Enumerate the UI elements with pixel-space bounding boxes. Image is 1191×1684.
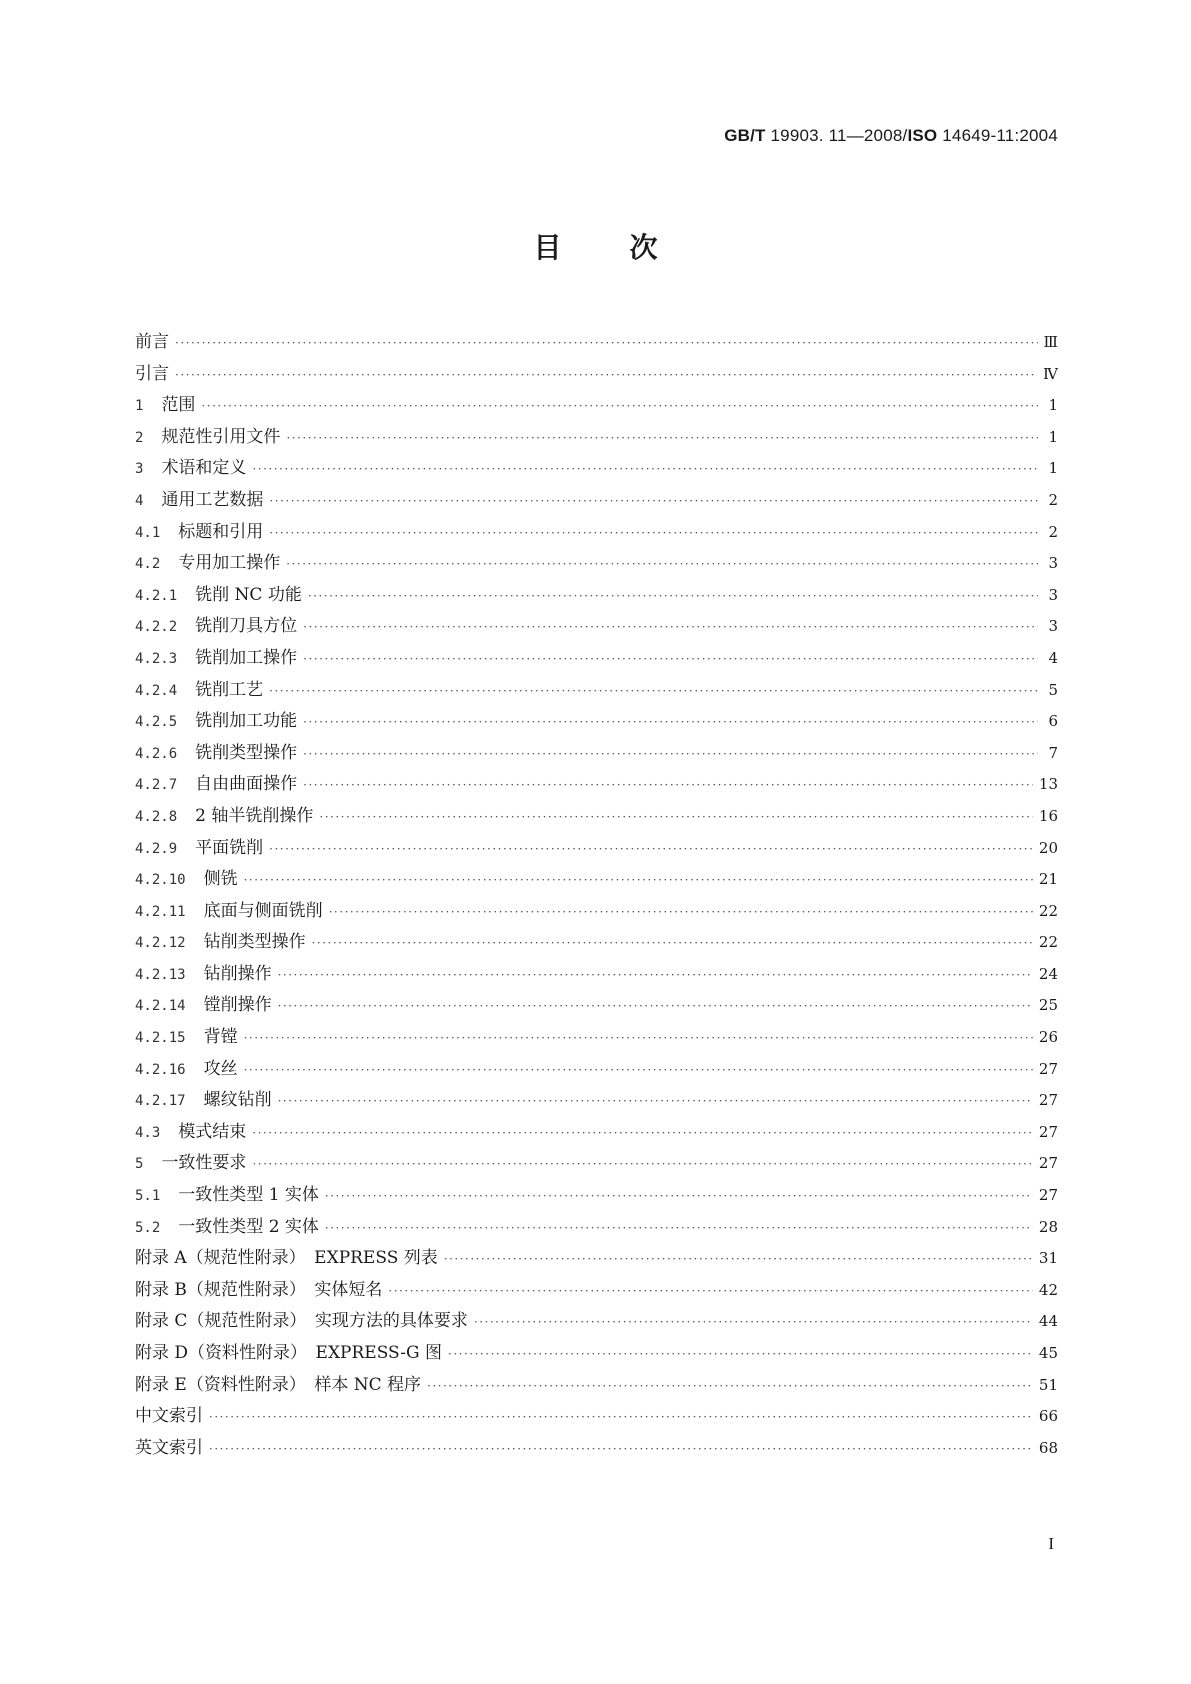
toc-entry-page: 4 bbox=[1048, 648, 1058, 667]
toc-entry-title: 附录 A（规范性附录） EXPRESS 列表 bbox=[135, 1248, 438, 1269]
toc-entry-label bbox=[135, 1180, 319, 1213]
toc-leader-dots bbox=[448, 1339, 1033, 1371]
toc-entry-label bbox=[135, 453, 246, 486]
toc-leader-dots bbox=[303, 612, 1038, 644]
toc-entry-page: 42 bbox=[1038, 1280, 1058, 1299]
toc-entry[interactable] bbox=[135, 548, 1058, 580]
toc-entry-number: 4.2.3 bbox=[135, 650, 178, 667]
toc-entry-page: 13 bbox=[1038, 775, 1058, 794]
toc-entry-page: 21 bbox=[1038, 870, 1058, 889]
page-title: 目次 bbox=[533, 231, 726, 264]
toc-entry-number: 5 bbox=[135, 1156, 144, 1173]
toc-entry[interactable] bbox=[135, 675, 1058, 707]
toc-entry[interactable] bbox=[135, 1148, 1058, 1180]
toc-entry-number: 4.2.5 bbox=[135, 714, 178, 731]
toc-entry-page: 3 bbox=[1048, 617, 1058, 636]
toc-entry[interactable] bbox=[135, 485, 1058, 517]
toc-leader-dots bbox=[175, 328, 1038, 360]
toc-entry-label bbox=[135, 327, 169, 359]
toc-entry-page: 31 bbox=[1038, 1249, 1058, 1268]
toc-entry[interactable] bbox=[135, 643, 1058, 675]
toc-leader-dots bbox=[388, 1276, 1033, 1308]
toc-leader-dots bbox=[319, 802, 1033, 834]
toc-entry-number: 4.2 bbox=[135, 556, 161, 573]
toc-leader-dots bbox=[244, 1055, 1033, 1087]
toc-entry-label bbox=[135, 643, 297, 676]
toc-entry-number: 1 bbox=[135, 398, 144, 415]
toc-entry-title: 前言 bbox=[135, 332, 169, 352]
toc-entry-number: 4.2.1 bbox=[135, 587, 178, 604]
toc-entry-page: 22 bbox=[1038, 901, 1058, 920]
toc-entry-label bbox=[135, 1243, 438, 1275]
toc-leader-dots bbox=[444, 1244, 1033, 1276]
toc-entry-label bbox=[135, 422, 280, 455]
toc-leader-dots bbox=[329, 897, 1033, 929]
toc-leader-dots bbox=[209, 1434, 1033, 1466]
toc-entry-title: 镗削操作 bbox=[203, 995, 272, 1016]
toc-entry-title: 底面与侧面铣削 bbox=[203, 900, 323, 921]
toc-entry-page: 27 bbox=[1038, 1154, 1058, 1173]
toc-entry[interactable] bbox=[135, 390, 1058, 422]
toc-entry[interactable] bbox=[135, 1275, 1058, 1307]
iso-number: 14649-11:2004 bbox=[937, 126, 1058, 145]
toc-entry-page: 2 bbox=[1048, 522, 1058, 541]
toc-entry-number: 4.2.12 bbox=[135, 935, 186, 952]
toc-entry-title: 术语和定义 bbox=[161, 458, 247, 479]
toc-leader-dots bbox=[278, 991, 1033, 1023]
toc-entry[interactable] bbox=[135, 422, 1058, 454]
toc-entry-title: 一致性类型 1 实体 bbox=[178, 1185, 319, 1206]
toc-leader-dots bbox=[278, 1086, 1033, 1118]
toc-entry-page: 5 bbox=[1048, 680, 1058, 699]
toc-entry-title: 铣削刀具方位 bbox=[195, 616, 298, 637]
toc-entry-page: 66 bbox=[1038, 1407, 1058, 1426]
toc-leader-dots bbox=[269, 518, 1038, 550]
toc-entry-label bbox=[135, 390, 195, 423]
toc-entry-title: 规范性引用文件 bbox=[161, 426, 281, 447]
toc-leader-dots bbox=[325, 1181, 1033, 1213]
toc-leader-dots bbox=[252, 1149, 1032, 1181]
toc-entry-title: 自由曲面操作 bbox=[195, 774, 298, 795]
toc-entry-label bbox=[135, 1022, 238, 1055]
toc-entry-page: 20 bbox=[1038, 838, 1058, 857]
toc-entry-label bbox=[135, 1117, 246, 1150]
toc-entry-label bbox=[135, 990, 272, 1023]
toc-entry-title: 钻削类型操作 bbox=[203, 932, 306, 953]
toc-entry[interactable] bbox=[135, 1243, 1058, 1275]
toc-leader-dots bbox=[269, 834, 1033, 866]
toc-entry-number: 4.2.9 bbox=[135, 840, 178, 857]
toc-entry-label bbox=[135, 517, 263, 550]
toc-entry[interactable] bbox=[135, 769, 1058, 801]
toc-entry-title: 附录 D（资料性附录） EXPRESS-G 图 bbox=[135, 1343, 443, 1363]
toc-entry-label bbox=[135, 1433, 203, 1465]
toc-entry-page: 25 bbox=[1038, 996, 1058, 1015]
toc-entry-page: 1 bbox=[1048, 396, 1058, 415]
toc-leader-dots bbox=[427, 1371, 1033, 1403]
toc-entry-label bbox=[135, 896, 323, 929]
std-code: GB/T bbox=[724, 126, 766, 145]
toc-entry-page: 16 bbox=[1038, 806, 1058, 825]
toc-entry-label bbox=[135, 769, 297, 802]
toc-entry-title: 背镗 bbox=[203, 1027, 238, 1048]
toc-entry-title: 附录 C（规范性附录） 实现方法的具体要求 bbox=[135, 1311, 468, 1332]
toc-entry-title: 铣削类型操作 bbox=[195, 742, 298, 763]
toc-entry[interactable] bbox=[135, 706, 1058, 738]
toc-entry[interactable] bbox=[135, 359, 1058, 391]
toc-leader-dots bbox=[303, 644, 1038, 676]
toc-leader-dots bbox=[286, 423, 1038, 455]
toc-entry-label bbox=[135, 927, 306, 960]
iso-code: ISO bbox=[907, 126, 938, 145]
toc-entry-page: 2 bbox=[1048, 490, 1058, 509]
toc-entry-page: 27 bbox=[1038, 1091, 1058, 1110]
toc-entry-label bbox=[135, 1338, 442, 1370]
toc-entry-number: 4.1 bbox=[135, 524, 161, 541]
toc-entry-page: 1 bbox=[1048, 459, 1058, 478]
toc-entry-page: 24 bbox=[1038, 964, 1058, 983]
toc-entry-page: 27 bbox=[1038, 1186, 1058, 1205]
toc-entry-page: 3 bbox=[1048, 554, 1058, 573]
toc-entry-page: 51 bbox=[1038, 1375, 1058, 1394]
toc-entry[interactable] bbox=[135, 896, 1058, 928]
toc-entry[interactable] bbox=[135, 801, 1058, 833]
toc-entry-label bbox=[135, 706, 297, 739]
toc-entry-number: 4.2.13 bbox=[135, 966, 186, 983]
toc-entry-title: 螺纹钻削 bbox=[203, 1090, 272, 1111]
toc-entry-label bbox=[135, 864, 238, 897]
toc-entry-label bbox=[135, 485, 263, 518]
toc-leader-dots bbox=[252, 454, 1038, 486]
toc-leader-dots bbox=[474, 1307, 1033, 1339]
toc-entry[interactable] bbox=[135, 959, 1058, 991]
toc-leader-dots bbox=[244, 865, 1033, 897]
toc-entry-label bbox=[135, 1085, 272, 1118]
toc-entry[interactable] bbox=[135, 1306, 1058, 1338]
toc-entry[interactable] bbox=[135, 327, 1058, 359]
toc-entry[interactable] bbox=[135, 1212, 1058, 1244]
toc-entry-label bbox=[135, 833, 263, 866]
toc-entry-title: 通用工艺数据 bbox=[161, 489, 264, 510]
toc-entry-number: 2 bbox=[135, 429, 144, 446]
toc-entry-page: 1 bbox=[1048, 427, 1058, 446]
toc-entry-title: 一致性类型 2 实体 bbox=[178, 1216, 319, 1237]
toc-leader-dots bbox=[325, 1213, 1033, 1245]
toc-entry-label bbox=[135, 738, 297, 771]
toc-entry-title: 铣削加工功能 bbox=[195, 711, 298, 732]
toc-entry-title: 侧铣 bbox=[203, 869, 238, 890]
toc-entry-number: 4 bbox=[135, 492, 144, 509]
toc-entry-label bbox=[135, 1275, 382, 1307]
toc-entry[interactable] bbox=[135, 1338, 1058, 1370]
toc-entry-number: 4.2.16 bbox=[135, 1061, 186, 1078]
toc-leader-dots bbox=[201, 391, 1038, 423]
toc-entry-page: 68 bbox=[1038, 1438, 1058, 1457]
toc-entry-title: 钻削操作 bbox=[203, 963, 272, 984]
toc-entry-title: 模式结束 bbox=[178, 1121, 247, 1142]
toc-leader-dots bbox=[209, 1402, 1033, 1434]
toc-entry-page: 27 bbox=[1038, 1122, 1058, 1141]
toc-entry-label bbox=[135, 675, 263, 708]
toc-entry-title: 标题和引用 bbox=[178, 521, 264, 542]
toc-entry-title: 平面铣削 bbox=[195, 837, 264, 858]
toc-entry[interactable] bbox=[135, 1433, 1058, 1465]
toc-entry-number: 4.2.11 bbox=[135, 903, 186, 920]
toc-entry-number: 4.2.17 bbox=[135, 1093, 186, 1110]
toc-entry-title: 一致性要求 bbox=[161, 1153, 247, 1174]
toc-entry[interactable] bbox=[135, 453, 1058, 485]
toc-entry-page: 26 bbox=[1038, 1028, 1058, 1047]
toc-leader-dots bbox=[252, 1118, 1033, 1150]
toc-entry-label bbox=[135, 1212, 319, 1245]
toc-leader-dots bbox=[269, 676, 1038, 708]
toc-entry-label bbox=[135, 548, 280, 581]
toc-entry-title: 范围 bbox=[161, 395, 196, 416]
toc-leader-dots bbox=[244, 1023, 1033, 1055]
toc-entry-page: 22 bbox=[1038, 933, 1058, 952]
standard-header bbox=[724, 126, 1058, 146]
page-number: I bbox=[1048, 1534, 1054, 1553]
toc-entry-page: 28 bbox=[1038, 1217, 1058, 1236]
toc-entry-title: 攻丝 bbox=[203, 1058, 238, 1079]
toc-entry[interactable] bbox=[135, 1054, 1058, 1086]
toc-leader-dots bbox=[308, 581, 1038, 613]
toc-entry-page: 44 bbox=[1038, 1312, 1058, 1331]
toc-entry-label bbox=[135, 1054, 238, 1087]
toc-leader-dots bbox=[303, 739, 1038, 771]
toc-leader-dots bbox=[312, 928, 1033, 960]
toc-entry-number: 4.2.7 bbox=[135, 777, 178, 794]
toc-entry-page: 45 bbox=[1038, 1344, 1058, 1362]
toc-leader-dots bbox=[286, 549, 1038, 581]
toc-entry-title: 铣削加工操作 bbox=[195, 647, 298, 668]
std-number: 19903. 11—2008/ bbox=[765, 126, 908, 145]
toc-entry-title: 专用加工操作 bbox=[178, 553, 281, 574]
toc-entry-title: 引言 bbox=[135, 363, 169, 384]
toc-entry[interactable] bbox=[135, 864, 1058, 896]
toc-entry-number: 4.2.15 bbox=[135, 1030, 186, 1047]
toc-entry[interactable] bbox=[135, 990, 1058, 1022]
toc-entry-label bbox=[135, 1401, 203, 1433]
toc-entry-label bbox=[135, 359, 169, 391]
toc-entry-number: 4.2.8 bbox=[135, 808, 178, 825]
toc-entry[interactable] bbox=[135, 1370, 1058, 1402]
toc-entry[interactable] bbox=[135, 1117, 1058, 1149]
toc-entry-page: Ⅲ bbox=[1043, 333, 1058, 351]
toc-entry-number: 4.2.4 bbox=[135, 682, 178, 699]
toc-entry-page: 6 bbox=[1048, 712, 1058, 731]
toc-entry-number: 4.2.14 bbox=[135, 998, 186, 1015]
toc-entry-number: 4.2.2 bbox=[135, 619, 178, 636]
toc-entry-title: 铣削 NC 功能 bbox=[195, 584, 302, 605]
toc-entry-number: 4.2.10 bbox=[135, 872, 186, 889]
toc-entry-number: 3 bbox=[135, 461, 144, 478]
toc-entry-page: 27 bbox=[1038, 1059, 1058, 1078]
toc-entry[interactable] bbox=[135, 1180, 1058, 1212]
toc-leader-dots bbox=[269, 486, 1038, 518]
toc-entry-title: 2 轴半铣削操作 bbox=[195, 805, 314, 826]
toc-entry-title: 铣削工艺 bbox=[195, 679, 264, 700]
toc-leader-dots bbox=[303, 707, 1038, 739]
toc-leader-dots bbox=[303, 770, 1033, 802]
toc-entry[interactable] bbox=[135, 1401, 1058, 1433]
toc-entry-title: 附录 E（资料性附录） 样本 NC 程序 bbox=[135, 1374, 422, 1395]
table-of-contents bbox=[135, 327, 1058, 1464]
toc-entry-label bbox=[135, 611, 297, 644]
toc-entry[interactable] bbox=[135, 611, 1058, 643]
toc-entry[interactable] bbox=[135, 927, 1058, 959]
toc-entry-title: 中文索引 bbox=[135, 1406, 203, 1427]
toc-entry-page: 7 bbox=[1048, 743, 1058, 762]
toc-entry[interactable] bbox=[135, 1085, 1058, 1117]
toc-entry[interactable] bbox=[135, 1022, 1058, 1054]
toc-entry-label bbox=[135, 580, 302, 613]
toc-entry-number: 4.2.6 bbox=[135, 745, 178, 762]
toc-entry-label bbox=[135, 959, 272, 992]
toc-entry-page: Ⅳ bbox=[1043, 364, 1058, 383]
toc-entry-title: 附录 B（规范性附录） 实体短名 bbox=[135, 1279, 383, 1300]
toc-entry-label bbox=[135, 1148, 246, 1181]
toc-entry-label bbox=[135, 1306, 468, 1338]
toc-entry-title: 英文索引 bbox=[135, 1437, 203, 1458]
toc-entry-number: 4.3 bbox=[135, 1124, 161, 1141]
toc-entry-number: 5.1 bbox=[135, 1188, 161, 1205]
toc-entry-number: 5.2 bbox=[135, 1219, 161, 1236]
toc-entry[interactable] bbox=[135, 833, 1058, 865]
toc-leader-dots bbox=[278, 960, 1033, 992]
toc-entry[interactable] bbox=[135, 580, 1058, 612]
toc-entry[interactable] bbox=[135, 738, 1058, 770]
toc-entry[interactable] bbox=[135, 517, 1058, 549]
toc-entry-page: 3 bbox=[1048, 585, 1058, 604]
toc-leader-dots bbox=[175, 360, 1037, 392]
toc-entry-label bbox=[135, 801, 313, 834]
toc-entry-label bbox=[135, 1370, 421, 1402]
